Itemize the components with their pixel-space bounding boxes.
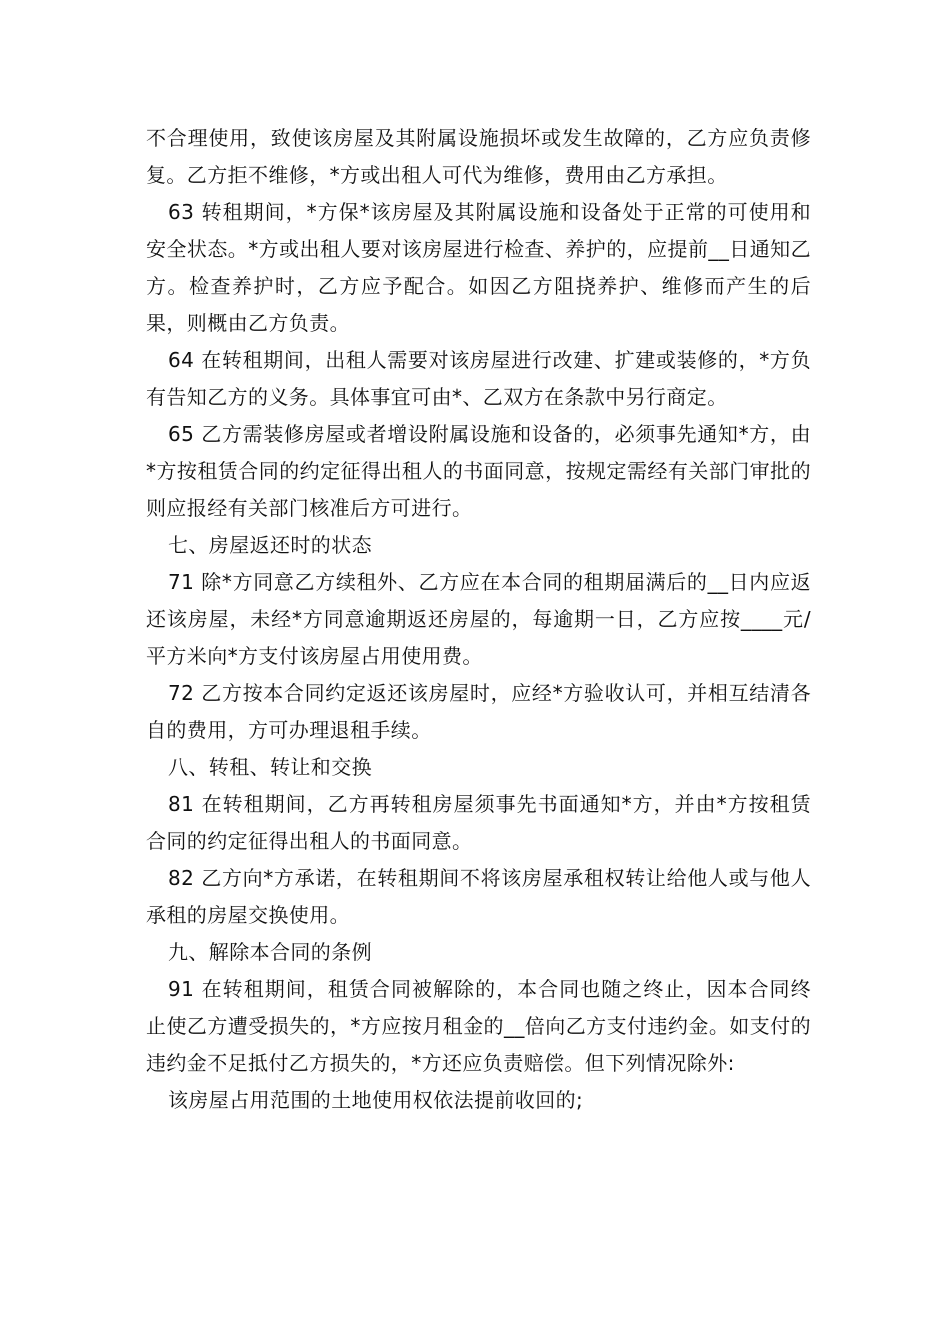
clause-6-5: 65 乙方需装修房屋或者增设附属设施和设备的，必须事先通知*方，由*方按租赁合同的约定征得出租人的书面同意，按规定需经有关部门审批的则应报经有关部门核准后方可进行。 — [146, 422, 811, 520]
clause-6-3: 63 转租期间，*方保*该房屋及其附属设施和设备处于正常的可使用和安全状态。*方或出租人要对该房屋进行检查、养护的，应提前__日通知乙方。检查养护时，乙方应予配合。如因乙方阻挠养护、维修而产生的后果，则概由乙方负责。 — [146, 200, 811, 335]
section-heading-9: 九、解除本合同的条例 — [168, 940, 372, 964]
clause-7-2: 72 乙方按本合同约定返还该房屋时，应经*方验收认可，并相互结清各自的费用，方可办理退租手续。 — [146, 681, 811, 742]
section-heading-7: 七、房屋返还时的状态 — [168, 533, 372, 557]
clause-8-2: 82 乙方向*方承诺，在转租期间不将该房屋承租权转让给他人或与他人承租的房屋交换使用。 — [146, 866, 811, 927]
clause-6-4: 64 在转租期间，出租人需要对该房屋进行改建、扩建或装修的，*方负有告知乙方的义务。具体事宜可由*、乙双方在条款中另行商定。 — [146, 348, 811, 409]
clause-9-1: 91 在转租期间，租赁合同被解除的，本合同也随之终止，因本合同终止使乙方遭受损失的，*方应按月租金的__倍向乙方支付违约金。如支付的违约金不足抵付乙方损失的，*方还应负责赔偿。但下列情况除外: — [146, 977, 811, 1075]
section-heading-8: 八、转租、转让和交换 — [168, 755, 372, 779]
document-body — [146, 120, 811, 1119]
clause-8-1: 81 在转租期间，乙方再转租房屋须事先书面通知*方，并由*方按租赁合同的约定征得出租人的书面同意。 — [146, 792, 811, 853]
clause-7-1: 71 除*方同意乙方续租外、乙方应在本合同的租期届满后的__日内应返还该房屋，未经*方同意逾期返还房屋的，每逾期一日，乙方应按____元/平方米向*方支付该房屋占用使用费。 — [146, 570, 811, 668]
exception-item: 该房屋占用范围的土地使用权依法提前收回的; — [168, 1088, 584, 1112]
paragraph-continuation: 不合理使用，致使该房屋及其附属设施损坏或发生故障的，乙方应负责修复。乙方拒不维修，*方或出租人可代为维修，费用由乙方承担。 — [146, 126, 811, 187]
